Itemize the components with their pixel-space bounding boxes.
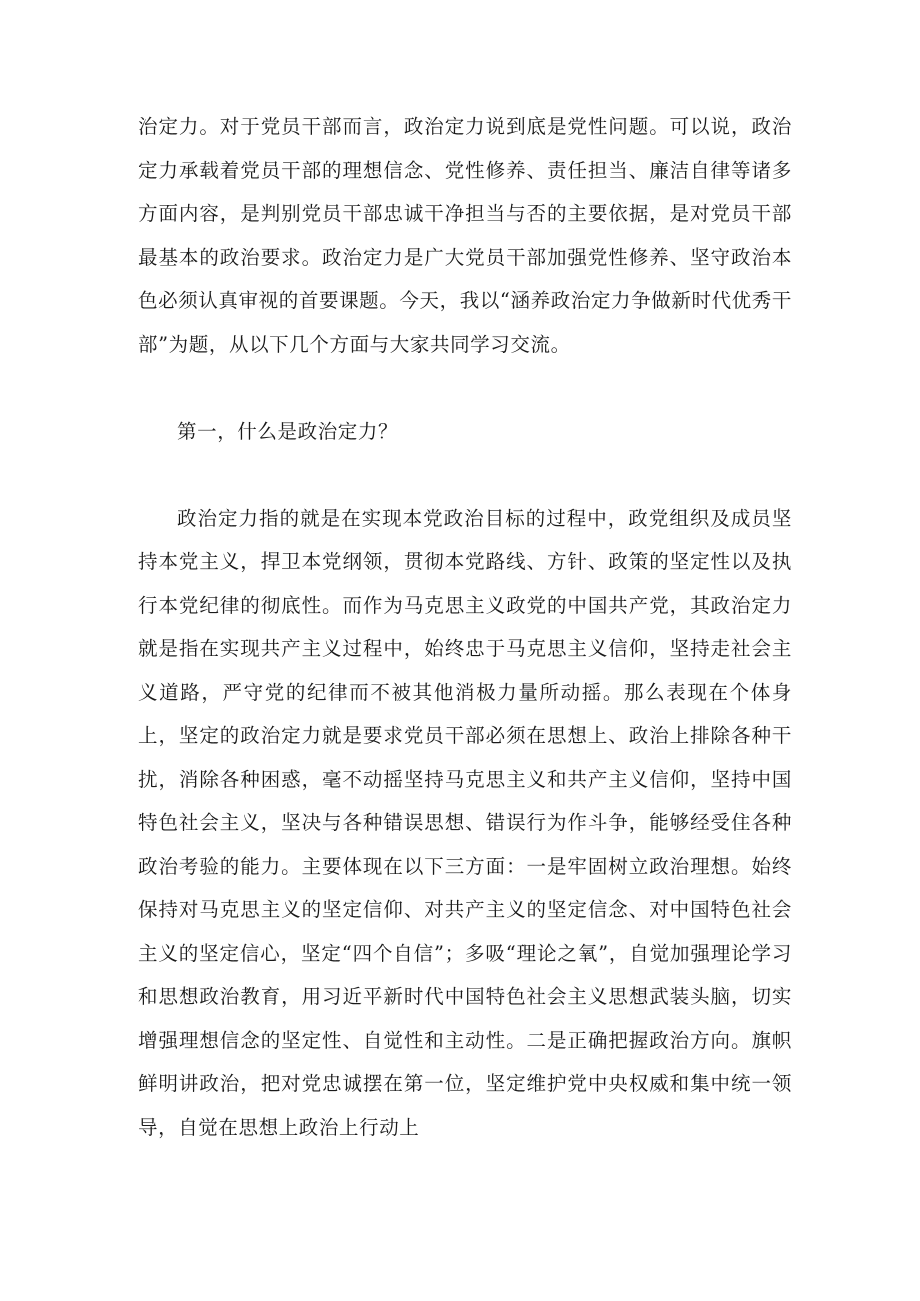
- paragraph-spacer: [138, 453, 792, 497]
- section-heading-1: 第一，什么是政治定力？: [177, 419, 399, 443]
- paragraph-intro: 治定力。对于党员干部而言，政治定力说到底是党性问题。可以说，政治定力承载着党员干部的理想信念、党性修养、责任担当、廉洁自律等诸多方面内容，是判别党员干部忠诚干净担当与否的主要依据，是对党员干部最基本的政治要求。政治定力是广大党员干部加强党性修养、坚守政治本色必须认真审视的首要课题。今天，我以“涵养政治定力争做新时代优秀干部”为题，从以下几个方面与大家共同学习交流。: [138, 115, 792, 356]
- paragraph-spacer: [138, 366, 792, 410]
- paragraph-definition: 政治定力指的就是在实现本党政治目标的过程中，政党组织及成员坚持本党主义，捍卫本党纲领，贯彻本党路线、方针、政策的坚定性以及执行本党纪律的彻底性。而作为马克思主义政党的中国共产党，其政治定力就是指在实现共产主义过程中，始终忠于马克思主义信仰，坚持走社会主义道路，严守党的纪律而不被其他消极力量所动摇。那么表现在个体身上，坚定的政治定力就是要求党员干部必须在思想上、政治上排除各种干扰，消除各种困惑，毫不动摇坚持马克思主义和共产主义信仰，坚持中国特色社会主义，坚决与各种错误思想、错误行为作斗争，能够经受住各种政治考验的能力。主要体现在以下三方面：一是牢固树立政治理想。始终保持对马克思主义的坚定信仰、对共产主义的坚定信念、对中国特色社会主义的坚定信心，坚定“四个自信”；多吸“理论之氧”，自觉加强理论学习和思想政治教育，用习近平新时代中国特色社会主义思想武装头脑，切实增强理想信念的坚定性、自觉性和主动性。二是正确把握政治方向。旗帜鲜明讲政治，把对党忠诚摆在第一位，坚定维护党中央权威和集中统一领导，自觉在思想上政治上行动上: [138, 506, 792, 1139]
- document-body: [138, 105, 792, 1149]
